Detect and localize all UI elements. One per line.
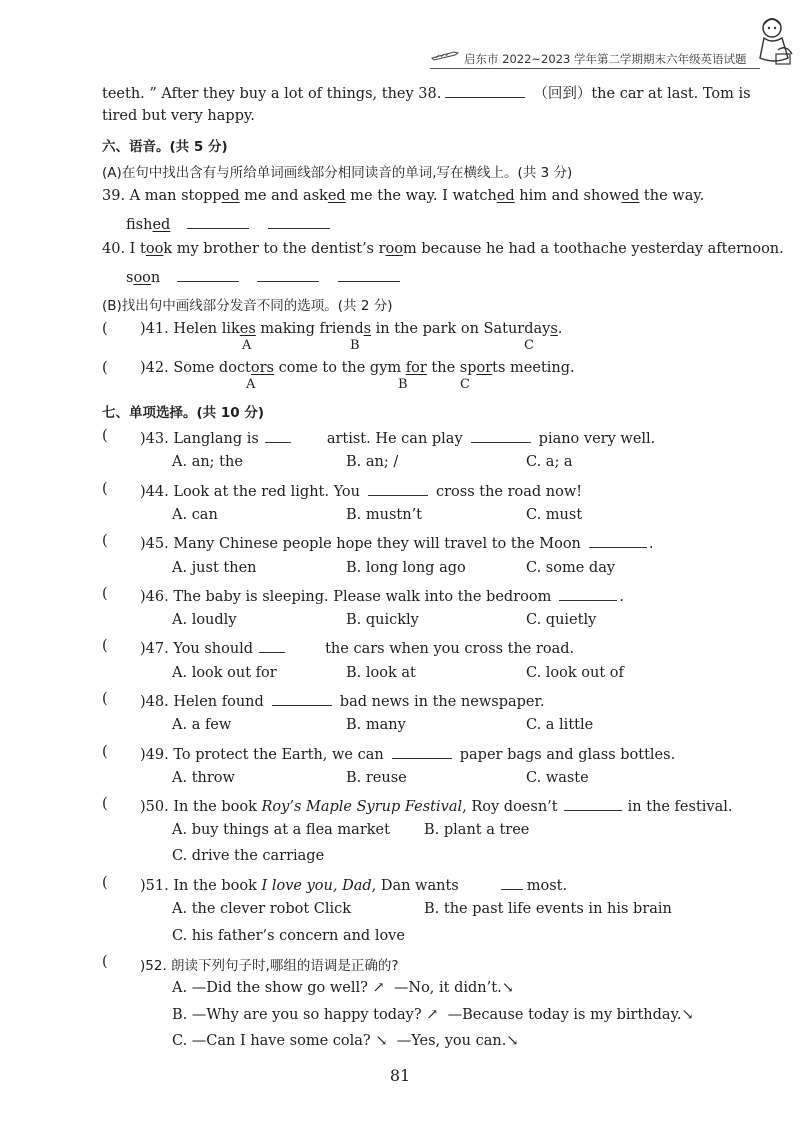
- answer-blank-49[interactable]: [392, 744, 452, 759]
- option-43a[interactable]: A. an; the: [172, 454, 243, 470]
- option-52b[interactable]: B. —Why are you so happy today? ↗ —Because today is my birthday.↘: [172, 1007, 694, 1023]
- answer-blank-44[interactable]: [368, 481, 428, 496]
- answer-blank-43a[interactable]: [265, 428, 291, 443]
- option-46c[interactable]: C. quietly: [526, 612, 597, 628]
- answer-blank-40a[interactable]: [177, 267, 239, 282]
- option-letter-41c: C: [524, 338, 534, 353]
- answer-paren-44[interactable]: (: [102, 481, 108, 497]
- option-45b[interactable]: B. long long ago: [346, 560, 466, 576]
- option-45a[interactable]: A. just then: [172, 560, 257, 576]
- falling-intonation-icon: ↘: [375, 1033, 388, 1049]
- question-39: 39. A man stopped me and asked me the way. I watched him and showed the way.: [102, 188, 705, 204]
- question-39-answer-row: fished: [126, 214, 330, 233]
- option-letter-41b: B: [350, 338, 360, 353]
- option-43b[interactable]: B. an; /: [346, 454, 399, 470]
- question-52: )52. 朗读下列句子时,哪组的语调是正确的?: [140, 958, 399, 974]
- answer-blank-51[interactable]: [501, 875, 523, 890]
- answer-paren-51[interactable]: (: [102, 875, 108, 891]
- section-7-title: 七、单项选择。(共 10 分): [102, 405, 265, 421]
- book-title-50: Roy’s Maple Syrup Festival: [261, 799, 463, 815]
- option-letter-41a: A: [242, 338, 252, 353]
- answer-blank-40b[interactable]: [257, 267, 319, 282]
- answer-paren-50[interactable]: (: [102, 796, 108, 812]
- question-45: )45. Many Chinese people hope they will travel to the Moon .: [140, 533, 654, 552]
- question-48: )48. Helen found bad news in the newspaper.: [140, 691, 544, 710]
- section-6a-instruction: (A)在句中找出含有与所给单词画线部分相同读音的单词,写在横线上。(共 3 分): [102, 165, 573, 181]
- answer-blank-48[interactable]: [272, 691, 332, 706]
- option-47a[interactable]: A. look out for: [172, 665, 277, 681]
- falling-intonation-icon: ↘: [501, 980, 514, 996]
- option-52c[interactable]: C. —Can I have some cola? ↘ —Yes, you can.↘: [172, 1033, 519, 1049]
- question-50: )50. In the book Roy’s Maple Syrup Festival, Roy doesn’t in the festival.: [140, 796, 733, 815]
- answer-blank-38[interactable]: [445, 83, 525, 98]
- answer-blank-50[interactable]: [564, 796, 622, 811]
- option-44b[interactable]: B. mustn’t: [346, 507, 423, 523]
- section-6b-instruction: (B)找出句中画线部分发音不同的选项。(共 2 分): [102, 298, 393, 314]
- question-44: )44. Look at the red light. You cross the road now!: [140, 481, 582, 500]
- mascot-cartoon-icon: [752, 14, 796, 76]
- option-49b[interactable]: B. reuse: [346, 770, 407, 786]
- option-51b[interactable]: B. the past life events in his brain: [424, 901, 672, 917]
- question-40: 40. I took my brother to the dentist’s room because he had a toothache yesterday afternoon.: [102, 241, 784, 257]
- question-40-answer-row: soon: [126, 267, 400, 286]
- question-43: )43. Langlang is artist. He can play piano very well.: [140, 428, 655, 447]
- option-letter-42c: C: [460, 377, 470, 392]
- option-44a[interactable]: A. can: [172, 507, 218, 523]
- answer-paren-46[interactable]: (: [102, 586, 108, 602]
- answer-paren-43[interactable]: (: [102, 428, 108, 444]
- rising-intonation-icon: ↗: [426, 1007, 439, 1023]
- option-51c[interactable]: C. his father’s concern and love: [172, 928, 405, 944]
- passage-line-1: teeth. ” After they buy a lot of things, they 38. （回到）the car at last. Tom is: [102, 82, 751, 103]
- option-letter-42b: B: [398, 377, 408, 392]
- question-51: )51. In the book I love you, Dad, Dan wants most.: [140, 875, 567, 894]
- option-45c[interactable]: C. some day: [526, 560, 616, 576]
- falling-intonation-icon: ↘: [506, 1033, 519, 1049]
- falling-intonation-icon: ↘: [681, 1007, 694, 1023]
- answer-blank-43b[interactable]: [471, 428, 531, 443]
- page-number: 81: [389, 1066, 411, 1085]
- answer-paren-49[interactable]: (: [102, 744, 108, 760]
- pen-icon: [430, 49, 460, 64]
- option-47c[interactable]: C. look out of: [526, 665, 624, 681]
- answer-blank-47[interactable]: [259, 638, 285, 653]
- answer-blank-39a[interactable]: [187, 214, 249, 229]
- option-46a[interactable]: A. loudly: [172, 612, 237, 628]
- rising-intonation-icon: ↗: [372, 980, 385, 996]
- option-46b[interactable]: B. quickly: [346, 612, 419, 628]
- option-47b[interactable]: B. look at: [346, 665, 416, 681]
- answer-blank-40c[interactable]: [338, 267, 400, 282]
- answer-paren-47[interactable]: (: [102, 638, 108, 654]
- question-41: )41. Helen likes making friends in the park on Saturdays.: [140, 321, 563, 337]
- option-48c[interactable]: C. a little: [526, 717, 594, 733]
- header-rule: [430, 68, 760, 69]
- option-52a[interactable]: A. —Did the show go well? ↗ —No, it didn’t.↘: [172, 980, 514, 996]
- option-letter-42a: A: [246, 377, 256, 392]
- option-50a[interactable]: A. buy things at a flea market: [172, 822, 390, 838]
- option-43c[interactable]: C. a; a: [526, 454, 573, 470]
- answer-blank-39b[interactable]: [268, 214, 330, 229]
- option-50c[interactable]: C. drive the carriage: [172, 848, 325, 864]
- option-49a[interactable]: A. throw: [172, 770, 235, 786]
- question-49: )49. To protect the Earth, we can paper bags and glass bottles.: [140, 744, 675, 763]
- answer-blank-45[interactable]: [589, 533, 647, 548]
- answer-paren-41[interactable]: (: [102, 321, 108, 337]
- question-47: )47. You should the cars when you cross the road.: [140, 638, 574, 657]
- answer-paren-42[interactable]: (: [102, 360, 108, 376]
- section-6-title: 六、语音。(共 5 分): [102, 139, 228, 155]
- option-44c[interactable]: C. must: [526, 507, 583, 523]
- option-49c[interactable]: C. waste: [526, 770, 589, 786]
- answer-paren-48[interactable]: (: [102, 691, 108, 707]
- option-50b[interactable]: B. plant a tree: [424, 822, 530, 838]
- passage-line-2: tired but very happy.: [102, 108, 255, 124]
- answer-paren-45[interactable]: (: [102, 533, 108, 549]
- book-title-51: I love you, Dad: [261, 878, 372, 894]
- option-48b[interactable]: B. many: [346, 717, 406, 733]
- question-42: )42. Some doctors come to the gym for the sports meeting.: [140, 360, 575, 376]
- answer-blank-46[interactable]: [559, 586, 617, 601]
- option-48a[interactable]: A. a few: [172, 717, 232, 733]
- option-51a[interactable]: A. the clever robot Click: [172, 901, 352, 917]
- question-46: )46. The baby is sleeping. Please walk into the bedroom .: [140, 586, 624, 605]
- exam-title: 启东市 2022~2023 学年第二学期期末六年级英语试题: [464, 52, 747, 66]
- answer-paren-52[interactable]: (: [102, 954, 108, 970]
